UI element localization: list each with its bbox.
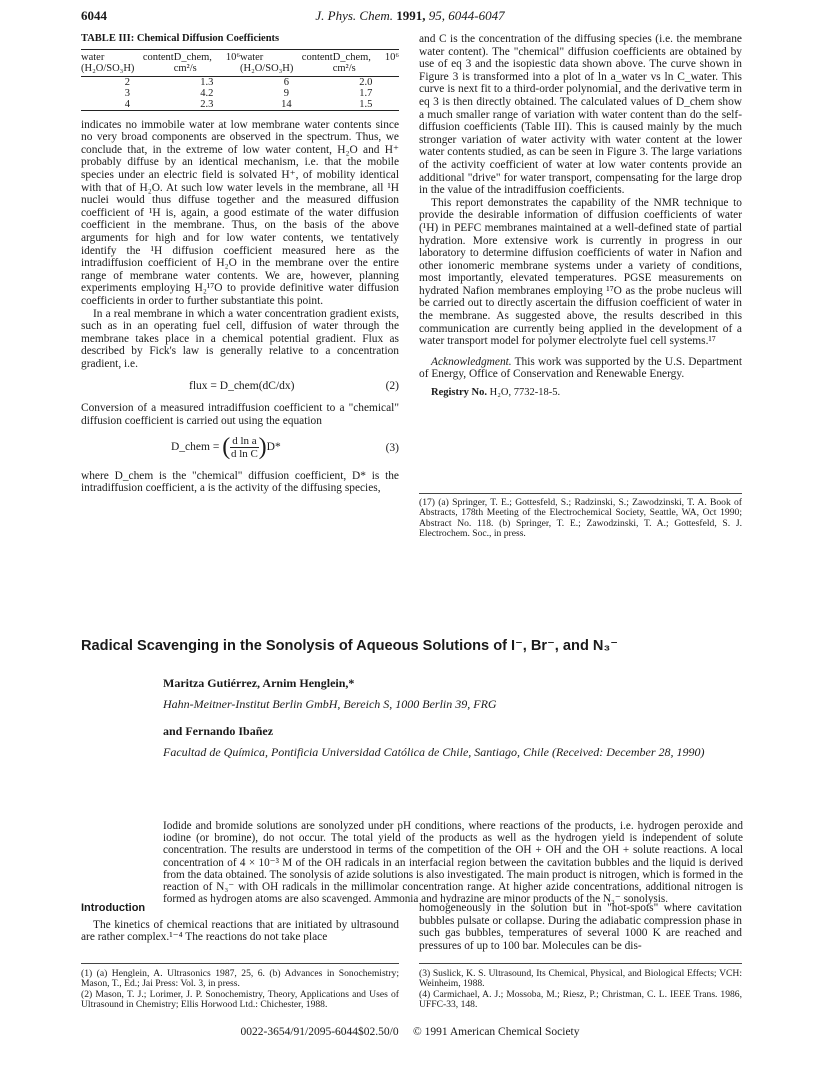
authors-primary: Maritza Gutiérrez, Arnim Henglein,* [163, 676, 355, 690]
intro-right [419, 902, 742, 952]
equation-number: (2) [385, 380, 399, 393]
equation-2 [81, 376, 399, 398]
page-number: 6044 [81, 8, 107, 23]
footnote-17: (17) (a) Springer, T. E.; Gottesfeld, S.; Radzinski, S.; Zawodzinski, T. A. Book of Abstracts, 178th Meeting of the Electrochemical Society, Seattle, WA, Oct 1990; Abstract No. 118. (b) Springer, T. E.; Zawodzinski, T. A.; Gottesfeld, S. J. Electrochem. Soc., in press. [419, 497, 742, 540]
table-row [81, 88, 399, 99]
paragraph: and C is the concentration of the diffusing species (i.e. the membrane water content). The "chemical" diffusion coefficients are obtained by use of eq 3 and the isopiestic data shown above. The curve shown in Figure 3 is transformed into a plot of ln a_water vs ln C_water. This curve is next fit to a third-order polynomial, and the derivative term in eq 3 is then directly obtained. The calculated values of D_chem show a much smaller range of variation with water content than do the self-diffusion coefficients (Table III). This is caused mainly by the much stronger variation of water activity with water content at the lower water contents studied, as can be seen in Figure 3. The large variations of the activity coefficient of water at low water contents provide an additional "drive" for water transport, compensating for the large drop in the value of the intradiffusion coefficients. [419, 33, 742, 197]
affiliation-primary: Hahn-Meitner-Institut Berlin GmbH, Bereich S, 1000 Berlin 39, FRG [163, 697, 497, 711]
footnote-rule [419, 963, 742, 964]
left-column [81, 33, 399, 495]
equation-number: (3) [385, 441, 399, 454]
table-cell: 14 [281, 98, 292, 110]
fraction-numerator: d ln a [232, 434, 257, 447]
fraction-denominator: d ln C [230, 447, 258, 460]
table-row [81, 76, 399, 88]
paragraph: indicates no immobile water at low membrane water contents since no very broad components are observed in the spectrum. Thus, we conclude that, in the extreme of low water content, H₂O and H⁺ probably diffuse by an identical mechanism, i.e. that the mobile species under an electric field is solvated H⁺, of mobility identical with that of H₂O. At such low water levels in the membrane, all ¹H nuclei would thus diffuse together and the measured diffusion coefficient of ¹H is, again, a good estimate of the water diffusion coefficient in the membrane. Thus, on the basis of the above arguments for high and for low water contents, we tentatively identify the ¹H diffusion coefficient measured here as the intradiffusion coefficient of H₂O in the membrane over the entire range of membrane water contents. We are, however, planning experiments employing H₂¹⁷O to provide definitive water diffusion coefficients in order to further substantiate this point. [81, 118, 399, 307]
paragraph: homogeneously in the solution but in "hot-spots" where cavitation bubbles pulsate or collapse. During the adiabatic compression phase in such gas bubbles, temperatures of several 1000 K are reached and pressures of up to 100 bar. Molecules can be dis- [419, 902, 742, 952]
registry [419, 387, 742, 400]
abstract: Iodide and bromide solutions are sonolyzed under pH conditions, where reactions of the products, i.e. hydrogen peroxide and iodine (or bromine), do not occur. The total yield of the products as well as the hydrogen yield is independent of solute concentration. The results are understood in terms of the competition of the OH + OH and the OH + solute reactions. A local concentration of 4 × 10⁻³ M of the OH radicals in an interfacial region between the cavitation bubbles and the liquid is derived from the data obtained. The sonolysis of azide solutions is also investigated. The main product is nitrogen, which is formed in the reaction of N₃⁻ with OH radicals in the millimolar concentration range. At higher azide concentrations, additional nitrogen is formed as hydrogen atoms are also scavenged. Ammonia and hydrazine are minor products of the N₃⁻ sonolysis. [163, 820, 743, 906]
table-cell: 3 [124, 87, 130, 99]
paragraph: Conversion of a measured intradiffusion coefficient to a "chemical" diffusion coefficient is carried out using the equation [81, 402, 399, 428]
table-row [81, 99, 399, 111]
ack-text: This work was supported by the U.S. Department of Energy, Office of Conservation and Renewable Energy. [419, 355, 742, 381]
footnotes-left: (1) (a) Henglein, A. Ultrasonics 1987, 25, 6. (b) Advances in Sonochemistry; Mason, T., Ed.; Jai Press: Vol. 3, in press. (2) Mason, T. J.; Lorimer, J. P. Sonochemistry, Theory, Applications and Uses of Ultrasound in Chemistry; Ellis Horwood Ltd.: Chichester, 1988. [81, 968, 399, 1011]
table-cell: 4 [124, 98, 130, 110]
right-column [419, 33, 742, 400]
equation-fraction [230, 435, 258, 460]
table-header-cell: water content (H₂O/SO₃H) [239, 51, 333, 74]
registry-text: H₂O, 7732-18-5. [489, 387, 561, 399]
table-caption: TABLE III: Chemical Diffusion Coefficients [81, 33, 280, 44]
journal-pages: 6044-6047 [448, 8, 505, 23]
registry-label: Registry No. [431, 387, 487, 399]
section-heading: Introduction [81, 902, 146, 914]
intro-left [81, 902, 399, 944]
article-title: Radical Scavenging in the Sonolysis of Aqueous Solutions of I⁻, Br⁻, and N₃⁻ [81, 638, 618, 654]
journal-year: 1991, [396, 8, 426, 23]
equation-text: flux = D_chem(dC/dx) [189, 380, 295, 393]
paragraph: where D_chem is the "chemical" diffusion coefficient, D* is the intradiffusion coefficient, a is the activity of the diffusing species, [81, 469, 399, 495]
footnote-rule [419, 493, 742, 494]
page-footer [0, 1026, 820, 1038]
journal-volume: 95, [428, 8, 446, 23]
table-cell: 2.0 [359, 76, 373, 88]
journal-name: J. Phys. Chem. [315, 8, 394, 23]
authors-secondary: and Fernando Ibañez [163, 724, 274, 738]
table-cell: 2 [124, 76, 130, 88]
footnotes-right: (3) Suslick, K. S. Ultrasound, Its Chemical, Physical, and Biological Effects; VCH: Weinheim, 1988. (4) Carmichael, A. J.; Mossoba, M.; Riesz, P.; Christman, C. L. IEEE Trans. 1986, UFFC-33, 148. [419, 968, 742, 1011]
equation-lhs: D_chem = [171, 440, 220, 453]
running-header [0, 8, 820, 24]
table-cell: 2.3 [200, 98, 214, 110]
ack-label: Acknowledgment. [431, 355, 512, 368]
paragraph: The kinetics of chemical reactions that are initiated by ultrasound are rather complex.¹⁻⁴ The reactions do not take place [81, 918, 399, 944]
footnote-rule [81, 963, 399, 964]
price-code: 0022-3654/91/2095-6044$02.50/0 [240, 1026, 399, 1038]
diffusion-table [81, 49, 399, 111]
table-cell: 1.5 [359, 98, 373, 110]
equation-3: D_chem = ( $\frac{\text{d ln a}}{\text{d ln C}}$ )D* (3) [171, 433, 399, 460]
table-header-cell: D_chem, 10⁶ cm²/s [173, 51, 240, 74]
paragraph: This report demonstrates the capability of the NMR technique to provide the desirable information of diffusion coefficients of water (¹H) in PEFC membranes maintained at a well-defined state of partial hydration. More extensive work is currently in progress in our laboratory to determine diffusion coefficients of water in Nafion and other ionomeric membrane systems under a variety of conditions, most importantly, elevated temperatures. PGSE measurements on hydrated Nafion membranes employing ¹⁷O as the probe nucleus will be carried out to directly ascertain the diffusion coefficient of water in the membrane. As suggested above, the results described in this communication are currently being applied in the development of a water transport model for polymer electrolyte fuel cell systems.¹⁷ [419, 196, 742, 348]
table-cell: 1.3 [200, 76, 214, 88]
copyright: © 1991 American Chemical Society [412, 1026, 580, 1038]
table-cell: 1.7 [359, 87, 373, 99]
table-cell: 6 [283, 76, 289, 88]
table-cell: 4.2 [200, 87, 214, 99]
table-header-cell: D_chem, 10⁶ cm²/s [332, 51, 399, 74]
equation-rhs: D* [266, 440, 281, 453]
paragraph: In a real membrane in which a water concentration gradient exists, such as in an operating fuel cell, diffusion of water through the membrane takes place in a chemical potential gradient. Flux as described by Fick's law is generally relative to a concentration gradient, i.e. [81, 307, 399, 370]
acknowledgment [419, 356, 742, 381]
affiliation-secondary: Facultad de Química, Pontificia Universidad Católica de Chile, Santiago, Chile (Received: December 28, 1990) [163, 745, 705, 759]
table-header-cell: water content (H₂O/SO₃H) [81, 51, 174, 74]
table-cell: 9 [283, 87, 289, 99]
